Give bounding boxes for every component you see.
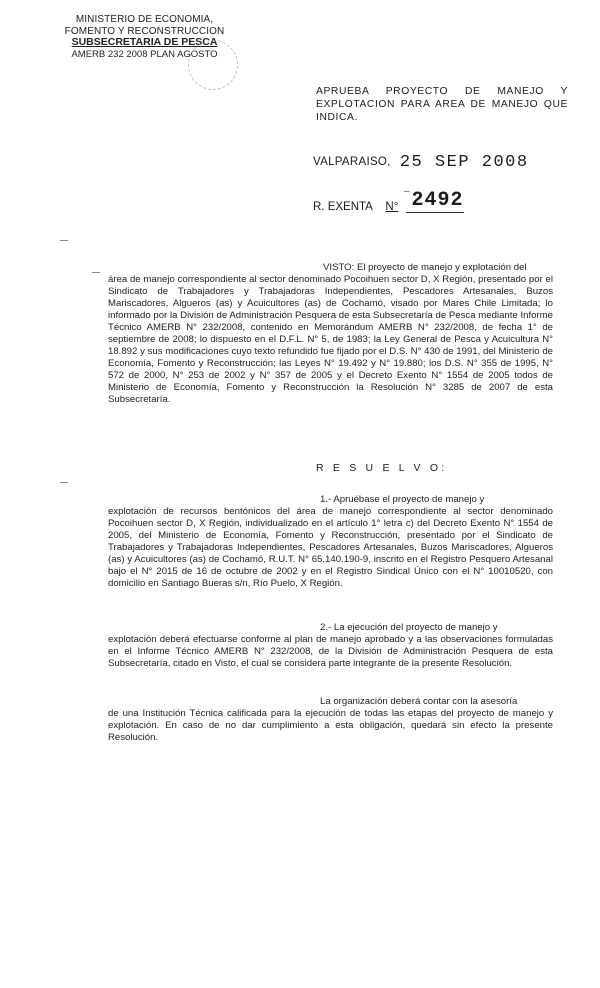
margin-mark — [60, 482, 68, 483]
resolution-article-2 — [108, 622, 553, 670]
resolution-article-1 — [108, 494, 553, 590]
visto-lead: VISTO: El proyecto de manejo y explotación del — [323, 262, 527, 273]
ministry-name-line: MINISTERIO DE ECONOMIA, — [75, 14, 214, 25]
article-3-lead: La organización deberá contar con la asesoría — [320, 696, 518, 707]
article-1-lead: 1.- Apruébase el proyecto de manejo y — [320, 494, 485, 505]
tick-mark-icon: – — [404, 186, 410, 197]
margin-mark — [60, 240, 68, 241]
date-line — [313, 153, 529, 172]
resolution-subject: APRUEBA PROYECTO DE MANEJO Y EXPLOTACION PARA AREA DE MANEJO QUE INDICA. — [316, 86, 568, 123]
article-2-lead: 2.- La ejecución del proyecto de manejo y — [320, 622, 498, 633]
article-2-body: explotación deberá efectuarse conforme al plan de manejo aprobado y a las observaciones formuladas en el Informe Técnico AMERB N° 232/2008, de la División de Administración Pesquera de esta Subsecretaría, citado en Visto, el cual se considera parte integrante de la presente Resolución. — [108, 634, 553, 669]
exenta-label: R. EXENTA — [313, 201, 373, 213]
resolution-article-3 — [108, 696, 553, 744]
margin-mark — [92, 272, 100, 273]
stamped-date: 25 SEP 2008 — [399, 153, 529, 172]
exenta-line — [313, 189, 464, 213]
number-underline — [406, 189, 464, 213]
article-3-body: de una Institución Técnica calificada para la ejecución de todas las etapas del proyecto de manejo y explotación. En caso de no dar cumplimiento a esta obligación, quedará sin efecto la presente Resolución. — [108, 708, 553, 743]
subsecretariat-name: SUBSECRETARIA DE PESCA — [71, 36, 218, 48]
ministry-name-line-2: FOMENTO Y RECONSTRUCCION — [64, 25, 225, 37]
article-1-body: explotación de recursos bentónicos del área de manejo correspondiente al sector denominado Pocoihuen sector D, X Región, individualizado en el artículo 1° letra c) del Decreto Exento N° 1554 de 2005, del Ministerio de Economía, Fomento y Reconstrucción, presentado por el Sindicato de Trabajadores y Trabajadoras Independientes, Pescadores Artesanales, Buzos Mariscadores, Algueros (as) y Acuicultores (as) de Cochamó, R.U.T. N° 65.140.190-9, inscrito en el Registro Pesquero Artesanal bajo el N° 2015 de 16 de octubre de 2002 y en el Registro Sindical Único con el N° 10010520, con domicilio en Santiago Bueras s/n, Río Puelo, X Región. — [108, 506, 553, 589]
visto-body: área de manejo correspondiente al sector denominado Pocoihuen sector D, X Región, presentado por el Sindicato de Trabajadores y Trabajadoras Independientes, Pescadores Artesanales, Buzos Mariscadores, Algueros (as) y Acuicultores (as) de Cochamó, visado por Mares Chile Limitada; lo informado por la División de Administración Pesquera de esta Subsecretaría de Pesca mediante Informe Técnico AMERB N° 232/2008, contenido en Memorándum AMERB N° 232/2008, de fecha 1° de septiembre de 2008; lo dispuesto en el D.F.L. N° 5, de 1983; la Ley General de Pesca y Acuicultura N° 18.892 y sus modificaciones cuyo texto refundido fue fijado por el D.S. N° 430 de 1991, del Ministerio de Economía, Fomento y Reconstrucción; las Leyes N° 19.492 y N° 19.880; los D.S. N° 355 de 1995, N° 572 de 2000, N° 253 de 2002 y N° 357 de 2005 y el Decreto Exento N° 1554 de 2005 todos de Ministerio de Economía, Fomento y Reconstrucción la Resolución N° 3285 de 2007 de esta Subsecretaría. — [108, 274, 553, 405]
visto-paragraph — [108, 262, 553, 406]
resolution-number: 2492 — [411, 189, 464, 212]
number-abbreviation: N° — [385, 201, 399, 213]
place-label: VALPARAISO, — [313, 156, 391, 168]
resuelvo-heading: R E S U E L V O: — [316, 462, 448, 474]
seal-stamp-icon — [188, 40, 238, 90]
reference-code: AMERB 232 2008 PLAN AGOSTO — [71, 48, 218, 60]
